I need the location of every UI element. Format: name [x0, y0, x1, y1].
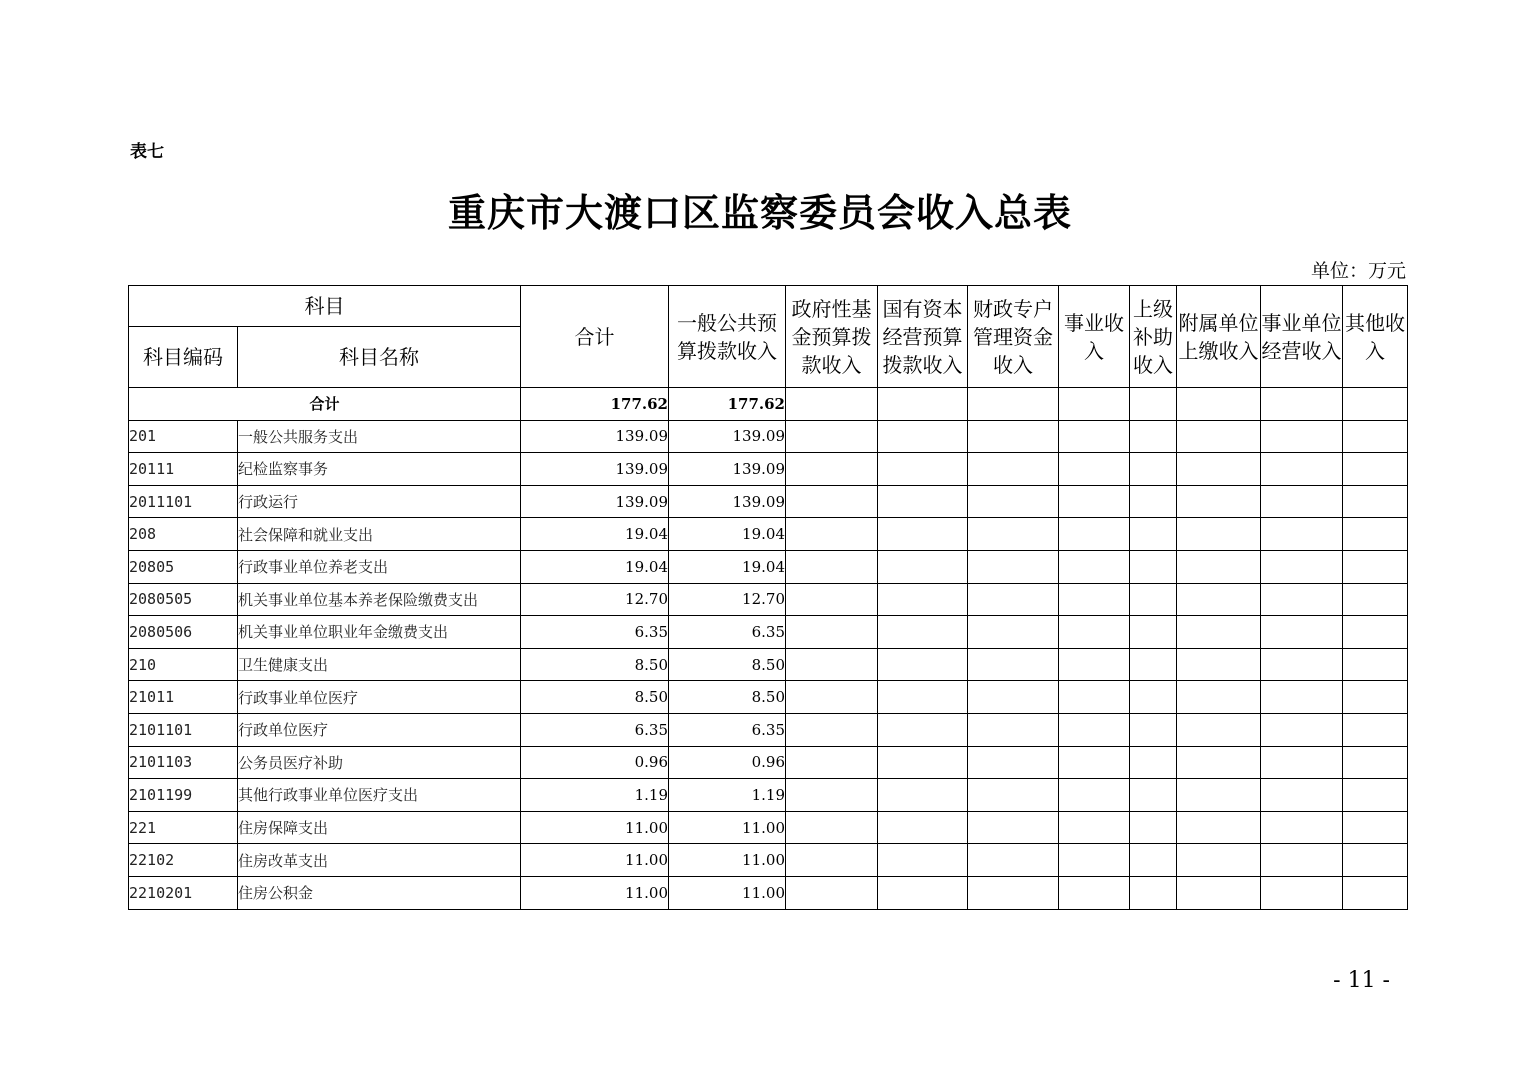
subject-name-cell: 机关事业单位职业年金缴费支出 [238, 616, 521, 649]
subject-code-cell: 2101101 [129, 713, 238, 746]
subject-name-cell: 公务员医疗补助 [238, 746, 521, 779]
empty-cell [1059, 550, 1130, 583]
general-budget-cell: 19.04 [669, 550, 786, 583]
empty-cell [1130, 844, 1177, 877]
empty-cell [786, 420, 878, 453]
empty-cell [1343, 388, 1408, 421]
table-row [129, 811, 1408, 844]
empty-cell [1130, 453, 1177, 486]
table-row [129, 746, 1408, 779]
empty-cell [878, 844, 968, 877]
empty-cell [1343, 713, 1408, 746]
empty-cell [878, 811, 968, 844]
empty-cell [878, 550, 968, 583]
subject-code-cell: 2210201 [129, 876, 238, 909]
empty-cell [1059, 616, 1130, 649]
table-label: 表七 [130, 142, 164, 162]
subject-code-cell: 2011101 [129, 485, 238, 518]
empty-cell [1343, 485, 1408, 518]
empty-cell [1130, 713, 1177, 746]
total-cell: 0.96 [521, 746, 669, 779]
empty-cell [968, 779, 1059, 812]
subject-code-cell: 2080505 [129, 583, 238, 616]
general-budget-cell: 11.00 [669, 811, 786, 844]
general-budget-cell: 19.04 [669, 518, 786, 551]
empty-cell [786, 583, 878, 616]
empty-cell [786, 648, 878, 681]
subject-name-cell: 社会保障和就业支出 [238, 518, 521, 551]
total-cell: 6.35 [521, 616, 669, 649]
empty-cell [968, 616, 1059, 649]
empty-cell [1059, 811, 1130, 844]
total-cell: 12.70 [521, 583, 669, 616]
empty-cell [1343, 844, 1408, 877]
empty-cell [786, 453, 878, 486]
empty-cell [878, 681, 968, 714]
total-label: 合计 [129, 388, 521, 421]
subject-code-cell: 20111 [129, 453, 238, 486]
total-cell: 11.00 [521, 876, 669, 909]
empty-cell [968, 583, 1059, 616]
empty-cell [1059, 583, 1130, 616]
general-budget-cell: 11.00 [669, 844, 786, 877]
empty-cell [1177, 876, 1261, 909]
empty-cell [1130, 876, 1177, 909]
subject-name-header: 科目名称 [238, 327, 521, 388]
table-row [129, 713, 1408, 746]
empty-cell [878, 518, 968, 551]
empty-cell [1343, 746, 1408, 779]
empty-cell [1261, 713, 1343, 746]
empty-cell [1177, 844, 1261, 877]
total-cell: 1.19 [521, 779, 669, 812]
subject-name-cell: 纪检监察事务 [238, 453, 521, 486]
total-amount: 177.62 [521, 388, 669, 421]
general-budget-cell: 139.09 [669, 453, 786, 486]
table-row [129, 518, 1408, 551]
empty-cell [1059, 844, 1130, 877]
empty-cell [1343, 420, 1408, 453]
empty-cell [1261, 681, 1343, 714]
empty-cell [968, 518, 1059, 551]
total-row [129, 388, 1408, 421]
empty-cell [1130, 746, 1177, 779]
subject-name-cell: 机关事业单位基本养老保险缴费支出 [238, 583, 521, 616]
empty-cell [1059, 713, 1130, 746]
empty-cell [878, 779, 968, 812]
empty-cell [1059, 681, 1130, 714]
subject-name-cell: 住房公积金 [238, 876, 521, 909]
empty-cell [968, 811, 1059, 844]
empty-cell [1059, 388, 1130, 421]
empty-cell [1177, 453, 1261, 486]
empty-cell [968, 485, 1059, 518]
subject-name-cell: 行政单位医疗 [238, 713, 521, 746]
empty-cell [1343, 681, 1408, 714]
empty-cell [878, 583, 968, 616]
empty-cell [1343, 648, 1408, 681]
subject-code-cell: 201 [129, 420, 238, 453]
empty-cell [1177, 518, 1261, 551]
empty-cell [1177, 779, 1261, 812]
empty-cell [968, 550, 1059, 583]
total-cell: 6.35 [521, 713, 669, 746]
empty-cell [1261, 485, 1343, 518]
table-row [129, 681, 1408, 714]
general-budget-cell: 1.19 [669, 779, 786, 812]
col-header-general-budget: 一般公共预算拨款收入 [669, 286, 786, 388]
empty-cell [1343, 811, 1408, 844]
empty-cell [1261, 388, 1343, 421]
empty-cell [786, 811, 878, 844]
subject-code-header: 科目编码 [129, 327, 238, 388]
subject-code-cell: 208 [129, 518, 238, 551]
general-budget-cell: 11.00 [669, 876, 786, 909]
total-cell: 139.09 [521, 453, 669, 486]
empty-cell [786, 518, 878, 551]
general-budget-cell: 0.96 [669, 746, 786, 779]
subject-code-cell: 2101199 [129, 779, 238, 812]
empty-cell [1177, 388, 1261, 421]
empty-cell [968, 420, 1059, 453]
empty-cell [1177, 681, 1261, 714]
subject-name-cell: 其他行政事业单位医疗支出 [238, 779, 521, 812]
empty-cell [786, 550, 878, 583]
empty-cell [1059, 876, 1130, 909]
subject-name-cell: 行政运行 [238, 485, 521, 518]
empty-cell [968, 648, 1059, 681]
empty-cell [1261, 876, 1343, 909]
empty-cell [968, 876, 1059, 909]
empty-cell [878, 616, 968, 649]
subject-name-cell: 行政事业单位医疗 [238, 681, 521, 714]
general-budget-cell: 6.35 [669, 616, 786, 649]
empty-cell [1177, 811, 1261, 844]
empty-cell [1130, 811, 1177, 844]
col-header-state-capital: 国有资本经营预算拨款收入 [878, 286, 968, 388]
col-header-affiliated-unit: 附属单位上缴收入 [1177, 286, 1261, 388]
col-header-superior-subsidy: 上级补助收入 [1130, 286, 1177, 388]
empty-cell [1261, 420, 1343, 453]
empty-cell [1130, 518, 1177, 551]
subject-name-cell: 住房改革支出 [238, 844, 521, 877]
empty-cell [1059, 648, 1130, 681]
empty-cell [1343, 583, 1408, 616]
total-cell: 11.00 [521, 811, 669, 844]
subject-name-cell: 行政事业单位养老支出 [238, 550, 521, 583]
total-cell: 11.00 [521, 844, 669, 877]
subject-name-cell: 住房保障支出 [238, 811, 521, 844]
total-cell: 19.04 [521, 550, 669, 583]
empty-cell [1130, 420, 1177, 453]
general-budget-cell: 139.09 [669, 485, 786, 518]
total-cell: 8.50 [521, 648, 669, 681]
empty-cell [878, 485, 968, 518]
empty-cell [1130, 388, 1177, 421]
subject-code-cell: 221 [129, 811, 238, 844]
empty-cell [1059, 518, 1130, 551]
table-row [129, 648, 1408, 681]
empty-cell [1343, 550, 1408, 583]
empty-cell [1130, 550, 1177, 583]
empty-cell [786, 485, 878, 518]
empty-cell [1261, 550, 1343, 583]
empty-cell [1130, 648, 1177, 681]
empty-cell [786, 876, 878, 909]
subject-code-cell: 210 [129, 648, 238, 681]
general-budget-cell: 6.35 [669, 713, 786, 746]
col-header-other-income: 其他收入 [1343, 286, 1408, 388]
empty-cell [878, 713, 968, 746]
empty-cell [1261, 616, 1343, 649]
empty-cell [1059, 746, 1130, 779]
subject-code-cell: 2080506 [129, 616, 238, 649]
table-row [129, 876, 1408, 909]
empty-cell [1343, 518, 1408, 551]
empty-cell [878, 876, 968, 909]
subject-group-header: 科目 [129, 286, 521, 327]
col-header-special-account: 财政专户管理资金收入 [968, 286, 1059, 388]
empty-cell [786, 779, 878, 812]
table-row [129, 779, 1408, 812]
col-header-business-income: 事业收入 [1059, 286, 1130, 388]
empty-cell [1177, 616, 1261, 649]
general-budget-cell: 139.09 [669, 420, 786, 453]
empty-cell [878, 420, 968, 453]
empty-cell [968, 746, 1059, 779]
empty-cell [968, 681, 1059, 714]
general-budget-cell: 12.70 [669, 583, 786, 616]
empty-cell [1130, 779, 1177, 812]
empty-cell [1130, 485, 1177, 518]
empty-cell [1177, 485, 1261, 518]
income-summary-table [128, 285, 1408, 910]
general-budget-cell: 8.50 [669, 648, 786, 681]
empty-cell [1261, 583, 1343, 616]
empty-cell [1059, 420, 1130, 453]
subject-code-cell: 21011 [129, 681, 238, 714]
col-header-unit-operating: 事业单位经营收入 [1261, 286, 1343, 388]
empty-cell [1261, 746, 1343, 779]
table-row [129, 485, 1408, 518]
table-row [129, 844, 1408, 877]
empty-cell [786, 388, 878, 421]
page-title: 重庆市大渡口区监察委员会收入总表 [447, 190, 1072, 235]
empty-cell [1059, 779, 1130, 812]
empty-cell [968, 388, 1059, 421]
empty-cell [878, 648, 968, 681]
empty-cell [968, 453, 1059, 486]
unit-note: 单位：万元 [1310, 260, 1406, 282]
col-header-total: 合计 [521, 286, 669, 388]
empty-cell [786, 713, 878, 746]
empty-cell [1177, 420, 1261, 453]
empty-cell [1059, 485, 1130, 518]
table-row [129, 420, 1408, 453]
page-number: - 11 - [1333, 968, 1390, 993]
empty-cell [1177, 746, 1261, 779]
empty-cell [1130, 583, 1177, 616]
empty-cell [1261, 811, 1343, 844]
table-row [129, 550, 1408, 583]
table-row [129, 453, 1408, 486]
general-budget-cell: 8.50 [669, 681, 786, 714]
empty-cell [786, 616, 878, 649]
empty-cell [1343, 779, 1408, 812]
empty-cell [1177, 713, 1261, 746]
subject-code-cell: 22102 [129, 844, 238, 877]
empty-cell [1261, 779, 1343, 812]
empty-cell [786, 746, 878, 779]
empty-cell [1130, 681, 1177, 714]
empty-cell [1177, 550, 1261, 583]
empty-cell [968, 713, 1059, 746]
empty-cell [878, 746, 968, 779]
empty-cell [1261, 453, 1343, 486]
subject-code-cell: 20805 [129, 550, 238, 583]
empty-cell [786, 681, 878, 714]
total-general-budget: 177.62 [669, 388, 786, 421]
col-header-gov-fund: 政府性基金预算拨款收入 [786, 286, 878, 388]
subject-name-cell: 卫生健康支出 [238, 648, 521, 681]
empty-cell [1261, 648, 1343, 681]
total-cell: 8.50 [521, 681, 669, 714]
empty-cell [878, 388, 968, 421]
table-row [129, 583, 1408, 616]
empty-cell [1177, 648, 1261, 681]
empty-cell [1343, 616, 1408, 649]
total-cell: 19.04 [521, 518, 669, 551]
empty-cell [1343, 876, 1408, 909]
empty-cell [1059, 453, 1130, 486]
total-cell: 139.09 [521, 485, 669, 518]
subject-code-cell: 2101103 [129, 746, 238, 779]
empty-cell [786, 844, 878, 877]
empty-cell [1130, 616, 1177, 649]
empty-cell [878, 453, 968, 486]
empty-cell [1343, 453, 1408, 486]
empty-cell [1261, 844, 1343, 877]
empty-cell [968, 844, 1059, 877]
subject-name-cell: 一般公共服务支出 [238, 420, 521, 453]
empty-cell [1177, 583, 1261, 616]
total-cell: 139.09 [521, 420, 669, 453]
empty-cell [1261, 518, 1343, 551]
table-row [129, 616, 1408, 649]
header-row [129, 286, 1408, 327]
